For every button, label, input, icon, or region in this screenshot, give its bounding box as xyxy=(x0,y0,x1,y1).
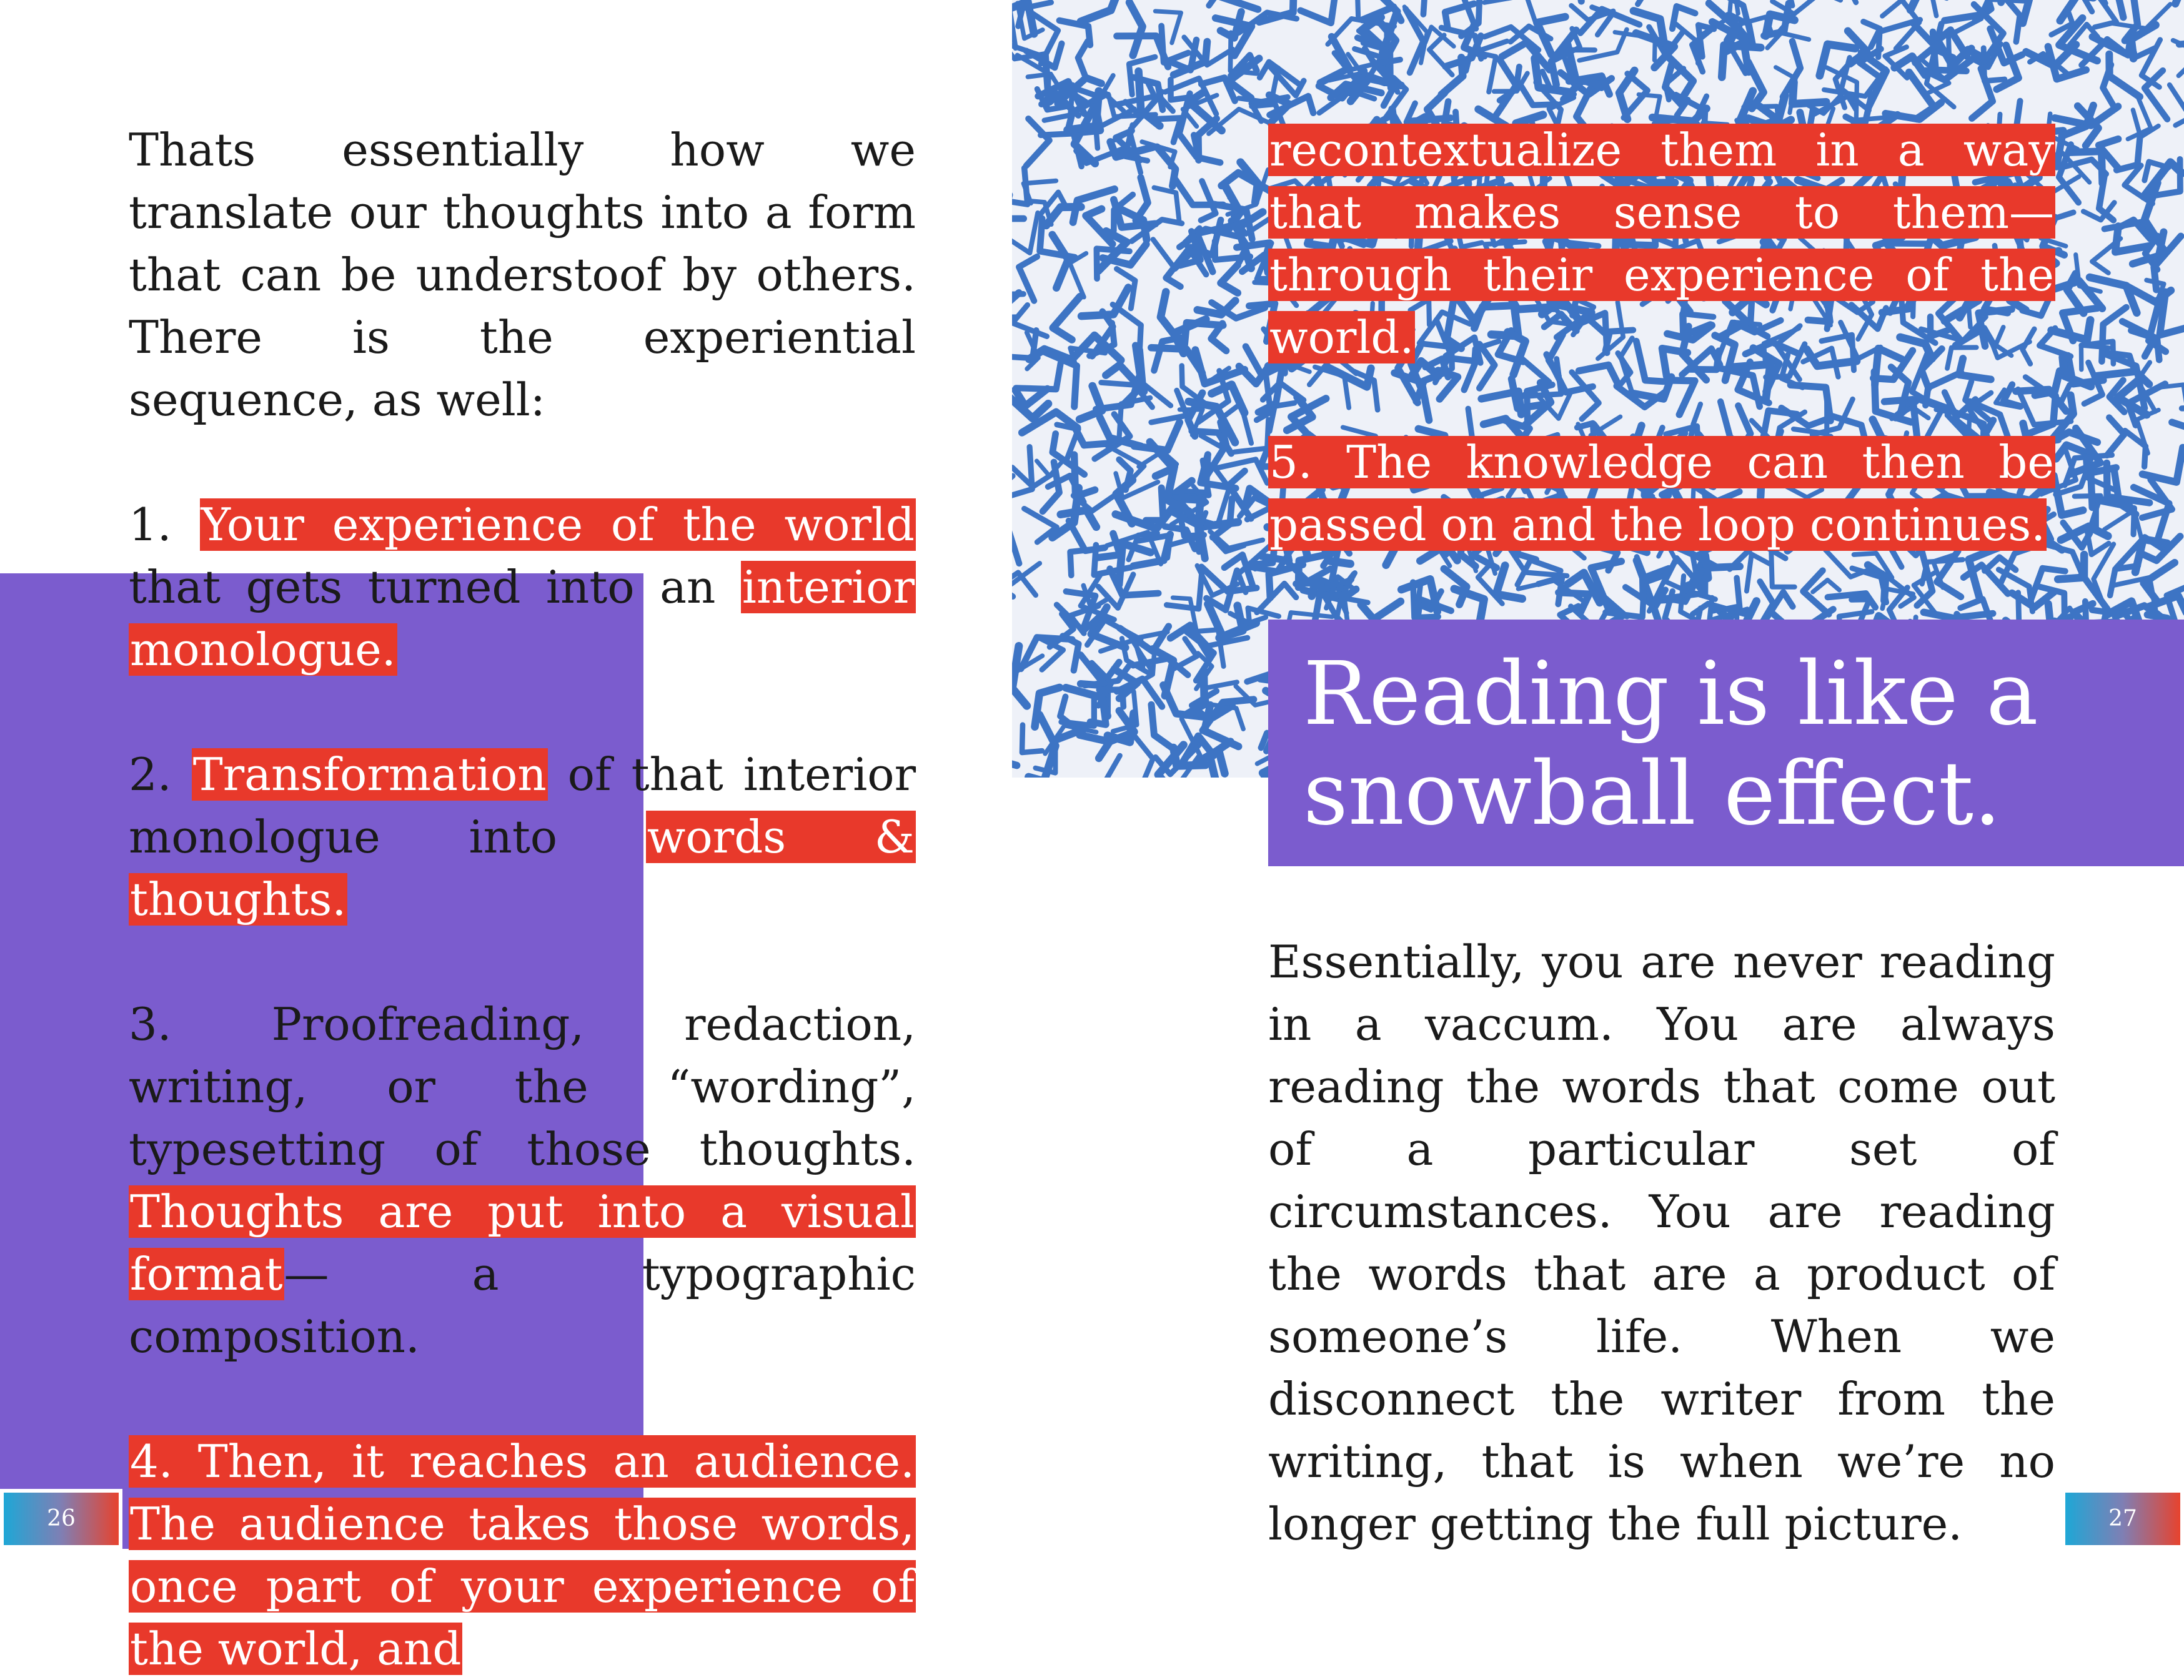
pattern-stroke xyxy=(1106,756,1131,778)
pattern-stroke xyxy=(2170,85,2184,126)
left-text-column xyxy=(129,119,916,1680)
page-number-left: 26 xyxy=(0,1489,122,1549)
continuation-paragraph xyxy=(1268,119,2055,368)
page-left xyxy=(0,0,1092,1549)
pattern-stroke xyxy=(1129,2,1143,56)
pattern-stroke xyxy=(2137,410,2158,453)
pattern-stroke xyxy=(1176,180,1223,205)
pattern-stroke xyxy=(1239,367,1268,384)
pattern-stroke xyxy=(1212,465,1229,526)
pattern-stroke xyxy=(1166,250,1188,287)
page-heading: Reading is like a snowball effect. xyxy=(1303,645,2149,844)
heading-box xyxy=(1268,620,2184,866)
highlight: recontextualize them in a way that makes sense to them—through their experience of the world. xyxy=(1268,124,2055,363)
highlight: words & thoughts. xyxy=(129,811,916,926)
highlight: 4. Then, it reaches an audience. The audience takes those words, once part of your experience of the world, and xyxy=(129,1435,916,1675)
pattern-stroke xyxy=(1502,42,1549,70)
pattern-stroke xyxy=(1161,292,1182,344)
pattern-stroke xyxy=(1257,583,1296,612)
highlight: Thoughts are put into a visual format xyxy=(129,1185,916,1300)
pattern-stroke xyxy=(2107,418,2125,456)
pattern-stroke xyxy=(1016,363,1061,389)
pattern-stroke xyxy=(1198,119,1216,160)
pattern-stroke xyxy=(2082,39,2126,65)
step-5-paragraph xyxy=(1268,431,2055,556)
pattern-stroke xyxy=(1494,59,1516,117)
pattern-stroke xyxy=(1699,25,1714,57)
pattern-stroke xyxy=(2075,0,2102,12)
pattern-stroke xyxy=(1909,72,1934,119)
pattern-stroke xyxy=(1221,265,1238,294)
pattern-stroke xyxy=(1484,0,1536,25)
pattern-stroke xyxy=(1154,187,1179,220)
pattern-stroke xyxy=(2099,175,2113,220)
pattern-stroke xyxy=(1013,305,1047,336)
pattern-stroke xyxy=(1070,254,1086,297)
body-paragraph: Essentially, you are never reading in a vaccum. You are always reading the words that come out of a particular set of circumstances. You are reading the words that are a product of someone’s life. When we disconnect the writer from the writing, that is when we’re no longer getting the full picture. xyxy=(1268,931,2055,1555)
pattern-stroke xyxy=(1012,195,1024,219)
pattern-stroke xyxy=(1026,119,1050,166)
pattern-stroke xyxy=(1794,0,1840,14)
right-body-text xyxy=(1268,931,2055,1555)
page-number-right: 27 xyxy=(2062,1489,2184,1549)
pattern-stroke xyxy=(1035,688,1060,727)
pattern-stroke xyxy=(1972,69,1993,119)
pattern-stroke xyxy=(2179,9,2184,45)
right-top-text xyxy=(1268,119,2055,556)
pattern-stroke xyxy=(2006,0,2020,42)
pattern-stroke xyxy=(1081,0,1119,22)
pattern-stroke xyxy=(1201,181,1216,220)
pattern-stroke xyxy=(1446,36,1481,67)
pattern-stroke xyxy=(1012,528,1019,564)
pattern-stroke xyxy=(1167,575,1202,609)
highlight: Your experience of the world xyxy=(200,498,916,551)
pattern-stroke xyxy=(1301,0,1335,23)
highlight: Transformation xyxy=(192,748,548,801)
pattern-stroke xyxy=(1813,580,1840,592)
highlight: interior monologue. xyxy=(129,561,916,676)
pattern-stroke xyxy=(1146,488,1164,520)
pattern-stroke xyxy=(1053,297,1080,340)
pattern-stroke xyxy=(1078,41,1088,79)
pattern-stroke xyxy=(1803,571,1829,615)
step-3-paragraph: 3. Proofreading, redaction, writing, or the “wording”, typesetting of those thoughts. Thoughts are put into a visual format— a typographic composition. xyxy=(129,993,916,1368)
step-4-paragraph xyxy=(129,1430,916,1680)
pattern-stroke xyxy=(1086,209,1112,244)
step-2-paragraph: 2. Transformation of that interior monologue into words & thoughts. xyxy=(129,743,916,931)
highlight: 5. The knowledge can then be passed on and the loop continues. xyxy=(1268,436,2055,551)
pattern-stroke xyxy=(1220,0,1258,9)
pattern-stroke xyxy=(2117,0,2125,17)
intro-paragraph: Thats essentially how we translate our thoughts into a form that can be understoof by others. There is the experiential sequence, as well: xyxy=(129,119,916,431)
pattern-stroke xyxy=(1638,0,1676,4)
pattern-stroke xyxy=(1012,731,1017,765)
pattern-stroke xyxy=(1119,398,1150,440)
pattern-stroke xyxy=(1335,0,1358,16)
pattern-stroke xyxy=(1846,0,1872,2)
pattern-stroke xyxy=(1189,0,1223,6)
pattern-stroke xyxy=(1578,0,1611,1)
pattern-stroke xyxy=(1052,235,1068,288)
pattern-stroke xyxy=(2157,385,2184,421)
pattern-stroke xyxy=(2103,65,2115,109)
step-1-paragraph: 1. Your experience of the world that gets turned into an interior monologue. xyxy=(129,493,916,681)
pattern-stroke xyxy=(1792,82,1826,104)
